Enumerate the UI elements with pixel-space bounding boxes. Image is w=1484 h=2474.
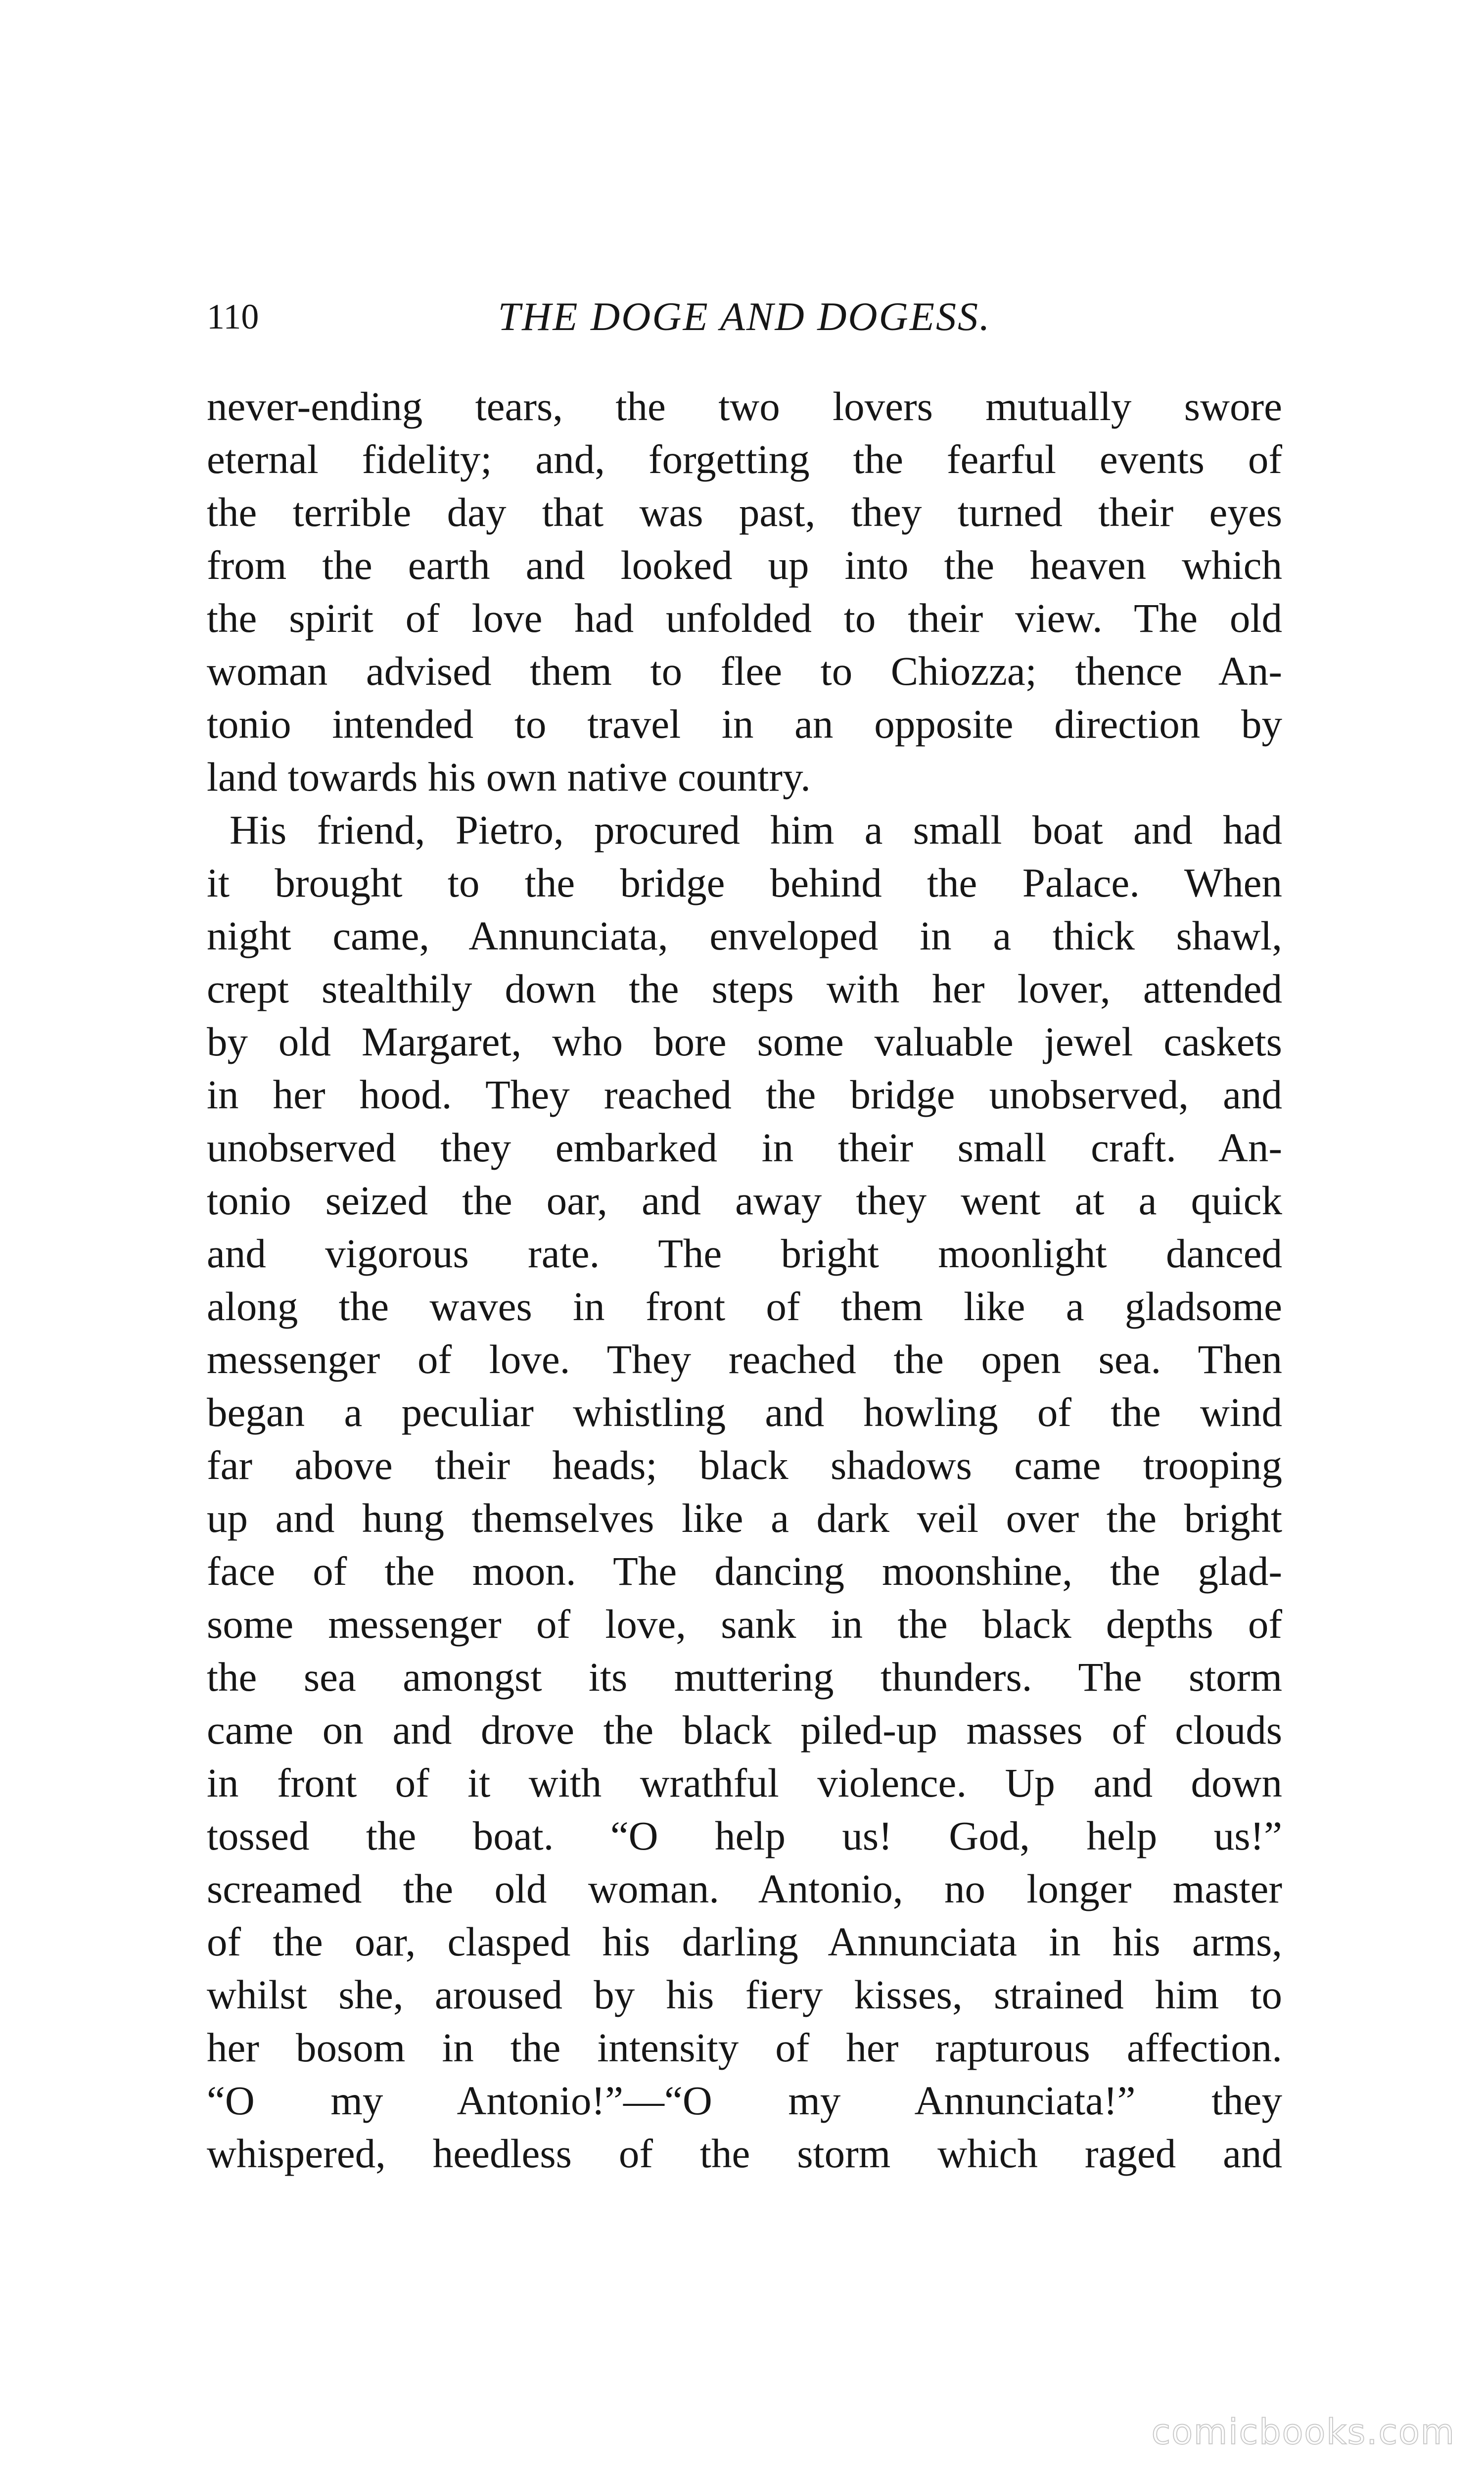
text-line: her bosom in the intensity of her rapturous affection.: [207, 2025, 1282, 2070]
text-line: face of the moon. The dancing moonshine, the glad-: [207, 1548, 1282, 1594]
text-line: His friend, Pietro, procured him a small boat and had: [230, 807, 1282, 853]
text-line: woman advised them to flee to Chiozza; thence An-: [207, 648, 1282, 694]
text-line: whilst she, aroused by his fiery kisses, strained him to: [207, 1972, 1282, 2017]
text-line: by old Margaret, who bore some valuable jewel caskets: [207, 1019, 1282, 1064]
text-line: from the earth and looked up into the heaven which: [207, 542, 1282, 588]
text-line: land towards his own native country.: [207, 754, 811, 800]
text-line: unobserved they embarked in their small craft. An-: [207, 1125, 1282, 1170]
text-line: in her hood. They reached the bridge unobserved, and: [207, 1072, 1282, 1117]
text-line: “O my Antonio!”—“O my Annunciata!” they: [207, 2078, 1282, 2123]
text-line: messenger of love. They reached the open sea. Then: [207, 1336, 1282, 1382]
text-line: tossed the boat. “O help us! God, help us!”: [207, 1813, 1282, 1858]
text-line: screamed the old woman. Antonio, no longer master: [207, 1866, 1282, 1911]
text-line: of the oar, clasped his darling Annunciata in his arms,: [207, 1919, 1282, 1964]
text-line: night came, Annunciata, enveloped in a thick shawl,: [207, 913, 1282, 958]
watermark: comicbooks.com: [1151, 2412, 1455, 2452]
page-number: 110: [207, 297, 259, 336]
text-line: tonio intended to travel in an opposite direction by: [207, 701, 1282, 747]
text-line: up and hung themselves like a dark veil over the bright: [207, 1495, 1282, 1541]
text-line: along the waves in front of them like a gladsome: [207, 1284, 1282, 1329]
running-title: THE DOGE AND DOGESS.: [498, 294, 991, 339]
text-line: the spirit of love had unfolded to their view. The old: [207, 595, 1282, 641]
text-line: far above their heads; black shadows came trooping: [207, 1442, 1282, 1488]
running-head: [207, 289, 1282, 344]
text-line: tonio seized the oar, and away they went at a quick: [207, 1178, 1282, 1223]
text-line: crept stealthily down the steps with her lover, attended: [207, 966, 1282, 1011]
text-line: never-ending tears, the two lovers mutually swore: [207, 383, 1282, 429]
text-line: whispered, heedless of the storm which raged and: [207, 2131, 1282, 2176]
text-line: and vigorous rate. The bright moonlight danced: [207, 1231, 1282, 1276]
text-line: in front of it with wrathful violence. Up and down: [207, 1760, 1282, 1806]
text-line: it brought to the bridge behind the Palace. When: [207, 860, 1282, 905]
text-line: eternal fidelity; and, forgetting the fearful events of: [207, 436, 1282, 482]
text-line: came on and drove the black piled-up masses of clouds: [207, 1707, 1282, 1753]
text-line: began a peculiar whistling and howling of the wind: [207, 1389, 1282, 1435]
body-text: [207, 380, 1282, 2180]
text-line: the sea amongst its muttering thunders. The storm: [207, 1654, 1282, 1700]
text-line: some messenger of love, sank in the black depths of: [207, 1601, 1282, 1647]
text-line: the terrible day that was past, they turned their eyes: [207, 489, 1282, 535]
